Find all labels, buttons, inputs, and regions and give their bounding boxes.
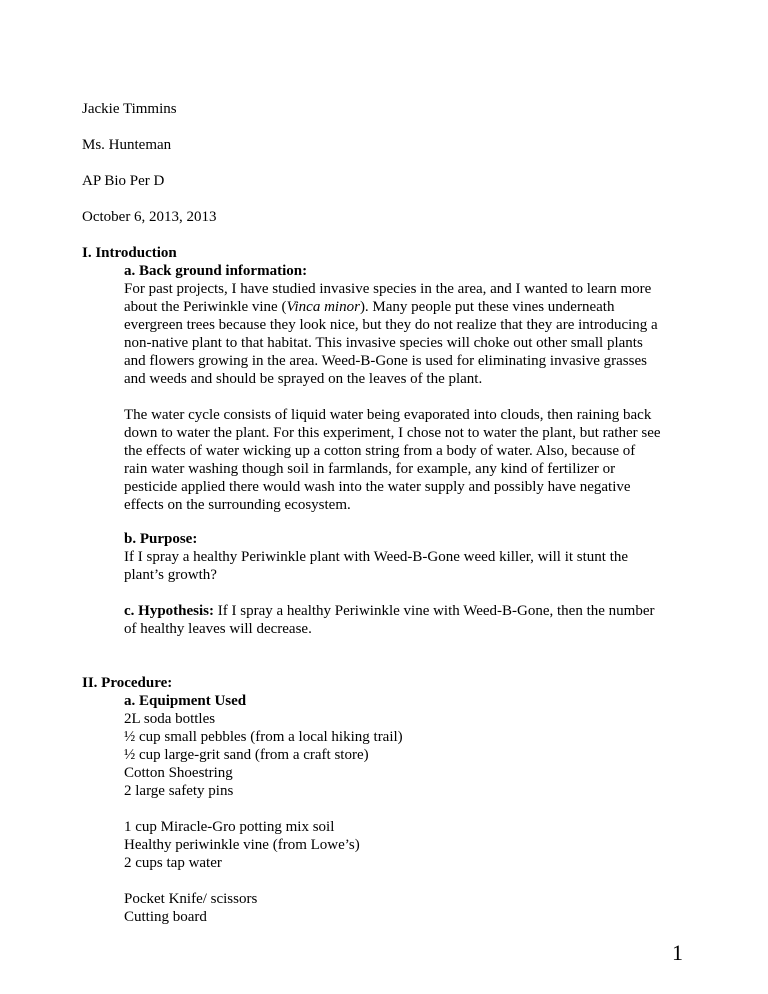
background-section	[124, 262, 724, 388]
background-p1-line: and weeds and should be sprayed on the leaves of the plant.	[124, 371, 483, 387]
teacher-name: Ms. Hunteman	[82, 137, 172, 153]
page-number: 1	[672, 940, 683, 965]
background-p1-line: about the Periwinkle vine (Vinca minor). Many people put these vines underneath	[124, 299, 615, 315]
hypothesis-section	[124, 602, 724, 638]
class-name: AP Bio Per D	[82, 173, 165, 189]
background-p2-line: The water cycle consists of liquid water being evaporated into clouds, then raining back	[124, 407, 652, 423]
equipment-item: 2 large safety pins	[124, 783, 234, 799]
background-p2-line: rain water washing though soil in farmlands, for example, any kind of fertilizer or	[124, 461, 616, 477]
equipment-item: ½ cup small pebbles (from a local hiking trail)	[124, 729, 403, 745]
background-p1-line: non-native plant to that habitat. This invasive species will choke out other small plants	[124, 335, 643, 351]
introduction-heading: I. Introduction	[82, 245, 177, 261]
hypothesis-heading: c. Hypothesis:	[124, 603, 214, 619]
equipment-item: Pocket Knife/ scissors	[124, 891, 258, 907]
background-p1-line: and flowers growing in the area. Weed-B-Gone is used for eliminating invasive grasses	[124, 353, 647, 369]
equipment-item: Cutting board	[124, 909, 207, 925]
background-p2-line: pesticide applied there would wash into the water supply and possibly have negative	[124, 479, 631, 495]
background-p1-line: For past projects, I have studied invasive species in the area, and I wanted to learn more	[124, 281, 652, 297]
purpose-section	[124, 530, 724, 584]
procedure-heading: II. Procedure:	[82, 675, 173, 691]
purpose-line: plant’s growth?	[124, 567, 217, 583]
equipment-heading: a. Equipment Used	[124, 693, 247, 709]
species-name: Vinca minor	[286, 299, 360, 315]
background-p2-line: effects on the surrounding ecosystem.	[124, 497, 351, 513]
equipment-group-3	[124, 890, 724, 926]
equipment-group-2	[124, 818, 724, 872]
equipment-item: 2L soda bottles	[124, 711, 216, 727]
background-paragraph-2	[124, 406, 724, 514]
hypothesis-line: of healthy leaves will decrease.	[124, 621, 312, 637]
equipment-item: 2 cups tap water	[124, 855, 222, 871]
equipment-item: Cotton Shoestring	[124, 765, 233, 781]
equipment-item: ½ cup large-grit sand (from a craft store)	[124, 747, 369, 763]
student-name: Jackie Timmins	[82, 101, 177, 117]
equipment-item: Healthy periwinkle vine (from Lowe’s)	[124, 837, 360, 853]
background-p1-line: evergreen trees because they look nice, but they do not realize that they are introducing a	[124, 317, 658, 333]
purpose-line: If I spray a healthy Periwinkle plant with Weed-B-Gone weed killer, will it stunt the	[124, 549, 629, 565]
background-p2-line: down to water the plant. For this experiment, I chose not to water the plant, but rather see	[124, 425, 661, 441]
report-date: October 6, 2013, 2013	[82, 209, 217, 225]
background-p2-line: the effects of water wicking up a cotton string from a body of water. Also, because of	[124, 443, 636, 459]
equipment-section	[124, 692, 724, 800]
background-heading: a. Back ground information:	[124, 263, 308, 279]
equipment-item: 1 cup Miracle-Gro potting mix soil	[124, 819, 335, 835]
hypothesis-text: If I spray a healthy Periwinkle vine with Weed-B-Gone, then the number	[214, 603, 655, 619]
purpose-heading: b. Purpose:	[124, 531, 198, 547]
